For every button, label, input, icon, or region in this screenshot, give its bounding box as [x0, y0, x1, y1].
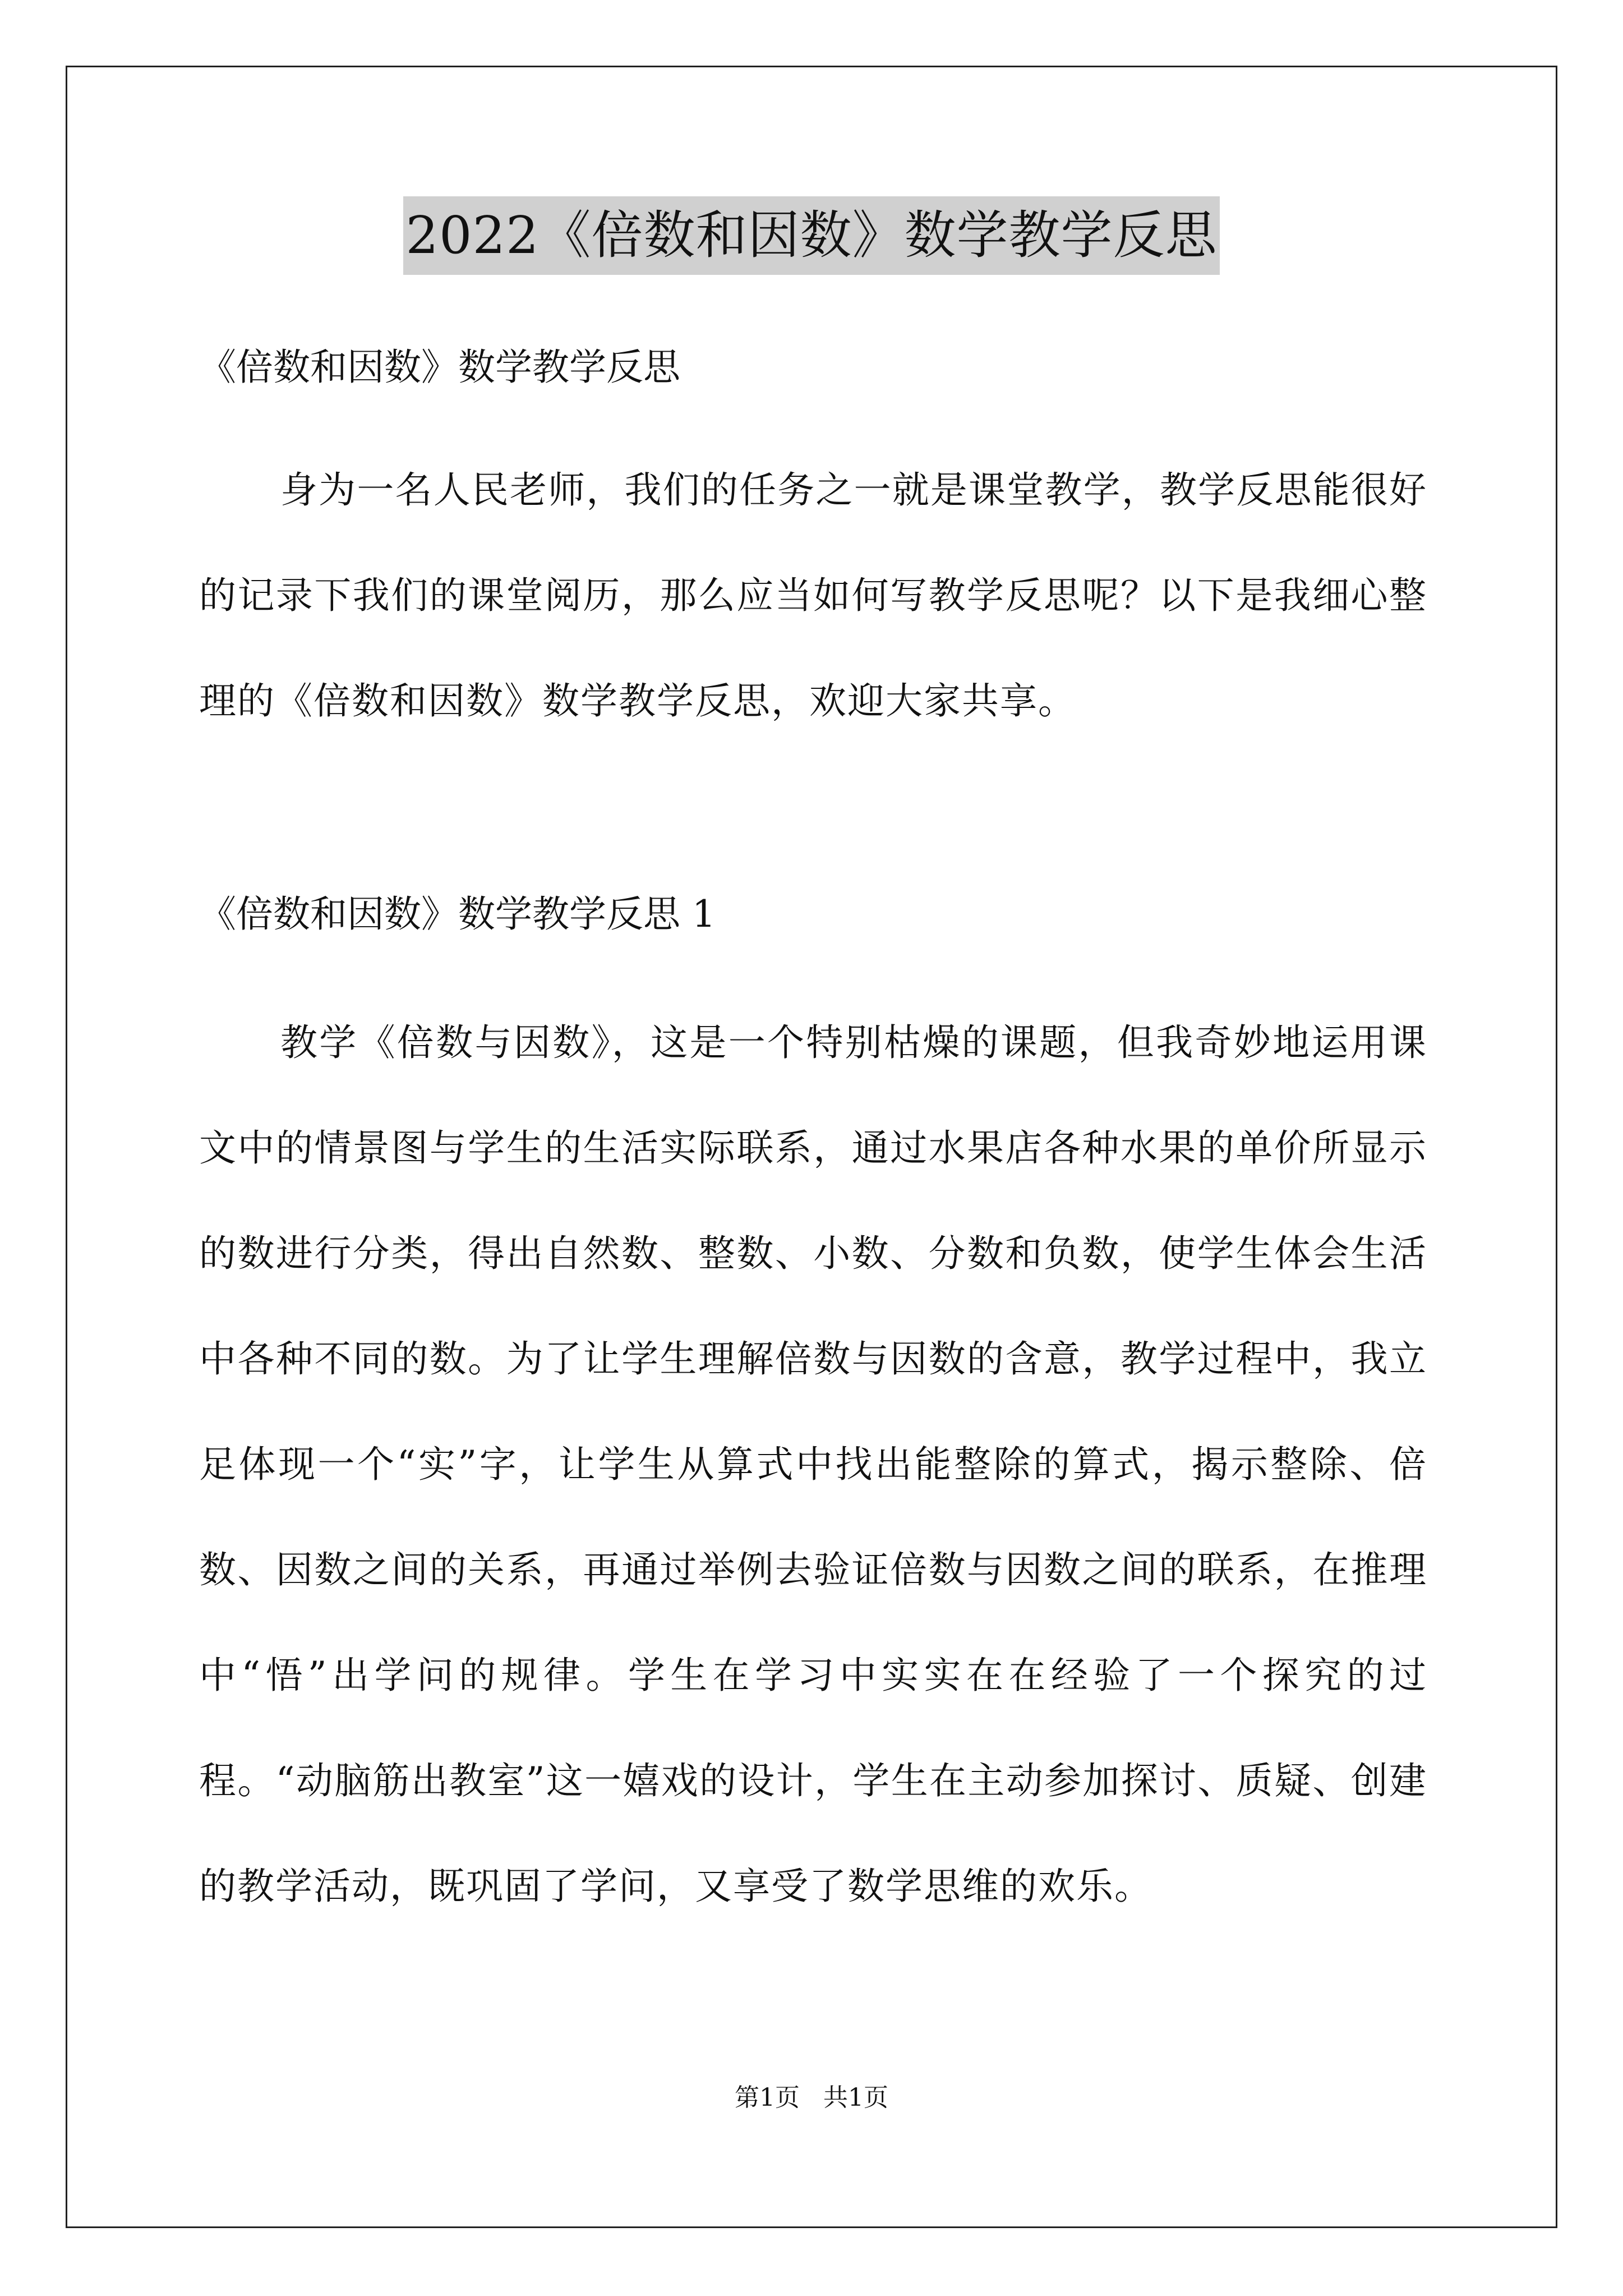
section-1-paragraph: 教学《倍数与因数》，这是一个特别枯燥的课题，但我奇妙地运用课文中的情景图与学生的生活实际联系，通过水果店各种水果的单价所显示的数进行分类，得出自然数、整数、小数、分数和负数，使学生体会生活中各种不同的数。为了让学生理解倍数与因数的含意，教学过程中，我立足体现一个“实”字，让学生从算式中找出能整除的算式，揭示整除、倍数、因数之间的关系，再通过举例去验证倍数与因数之间的联系，在推理中“悟”出学问的规律。学生在学习中实实在在经验了一个探究的过程。“动脑筋出教室”这一嬉戏的设计，学生在主动参加探讨、质疑、创建的教学活动，既巩固了学问，又享受了数学思维的欢乐。: [199, 1021, 1427, 1908]
section-1-body: [199, 990, 1427, 1939]
page-footer: 第1页 共1页: [735, 2083, 888, 2112]
title-container: [0, 196, 1623, 275]
section-1: [199, 886, 1427, 942]
intro-heading: 《倍数和因数》数学教学反思: [199, 346, 680, 389]
intro-body: [199, 438, 1427, 754]
document-title: 2022《倍数和因数》数学教学反思: [403, 196, 1219, 275]
section-1-heading: 《倍数和因数》数学教学反思 1: [199, 892, 716, 936]
intro-section: [199, 339, 1427, 395]
intro-paragraph: 身为一名人民老师，我们的任务之一就是课堂教学，教学反思能很好的记录下我们的课堂阅历，那么应当如何写教学反思呢？以下是我细心整理的《倍数和因数》数学教学反思，欢迎大家共享。: [199, 468, 1427, 723]
